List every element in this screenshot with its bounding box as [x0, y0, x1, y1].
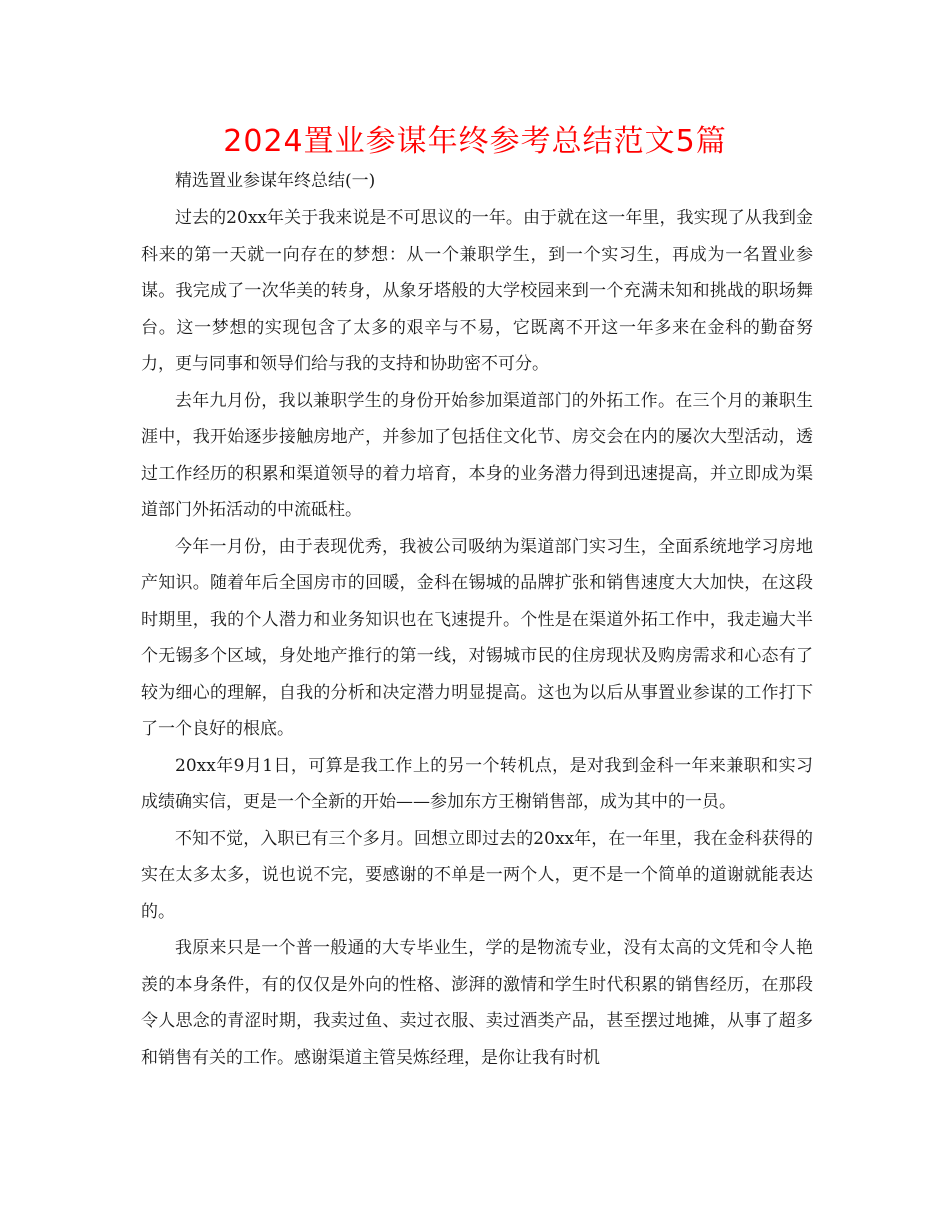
- paragraph-5: 不知不觉，入职已有三个多月。回想立即过去的20xx年，在一年里，我在金科获得的实在太多太多，说也说不完，要感谢的不单是一两个人，更不是一个简单的道谢就能表达的。: [141, 828, 813, 922]
- paragraph-3: 今年一月份，由于表现优秀，我被公司吸纳为渠道部门实习生，全面系统地学习房地产知识。随着年后全国房市的回暖，金科在锡城的品牌扩张和销售速度大大加快，在这段时期里，我的个人潜力和业务知识也在飞速提升。个性是在渠道外拓工作中，我走遍大半个无锡多个区域，身处地产推行的第一线，对锡城市民的住房现状及购房需求和心态有了较为细心的理解，自我的分析和决定潜力明显提高。这也为以后从事置业参谋的工作打下了一个良好的根底。: [141, 536, 813, 739]
- paragraph-6: 我原来只是一个普一般通的大专毕业生，学的是物流专业，没有太高的文凭和令人艳羡的本身条件，有的仅仅是外向的性格、澎湃的激情和学生时代积累的销售经历，在那段令人思念的青涩时期，我卖过鱼、卖过衣服、卖过酒类产品，甚至摆过地摊，从事了超多和销售有关的工作。感谢渠道主管吴炼经理，是你让我有时机: [141, 938, 813, 1068]
- paragraph-1: 过去的20xx年关于我来说是不可思议的一年。由于就在这一年里，我实现了从我到金科来的第一天就一向存在的梦想：从一个兼职学生，到一个实习生，再成为一名置业参谋。我完成了一次华美的转身，从象牙塔般的大学校园来到一个充满未知和挑战的职场舞台。这一梦想的实现包含了太多的艰辛与不易，它既离不开这一年多来在金科的勤奋努力，更与同事和领导们给与我的支持和协助密不可分。: [141, 208, 813, 374]
- document-title: 2024置业参谋年终参考总结范文5篇: [223, 124, 727, 159]
- section-subheading: 精选置业参谋年终总结(一): [175, 171, 376, 191]
- paragraph-4: 20xx年9月1日，可算是我工作上的另一个转机点，是对我到金科一年来兼职和实习成绩确实信，更是一个全新的开始——参加东方王榭销售部，成为其中的一员。: [141, 755, 813, 812]
- paragraph-2: 去年九月份，我以兼职学生的身份开始参加渠道部门的外拓工作。在三个月的兼职生涯中，我开始逐步接触房地产，并参加了包括住文化节、房交会在内的屡次大型活动，透过工作经历的积累和渠道领导的着力培育，本身的业务潜力得到迅速提高，并立即成为渠道部门外拓活动的中流砥柱。: [141, 390, 813, 520]
- document-body: [141, 163, 813, 1076]
